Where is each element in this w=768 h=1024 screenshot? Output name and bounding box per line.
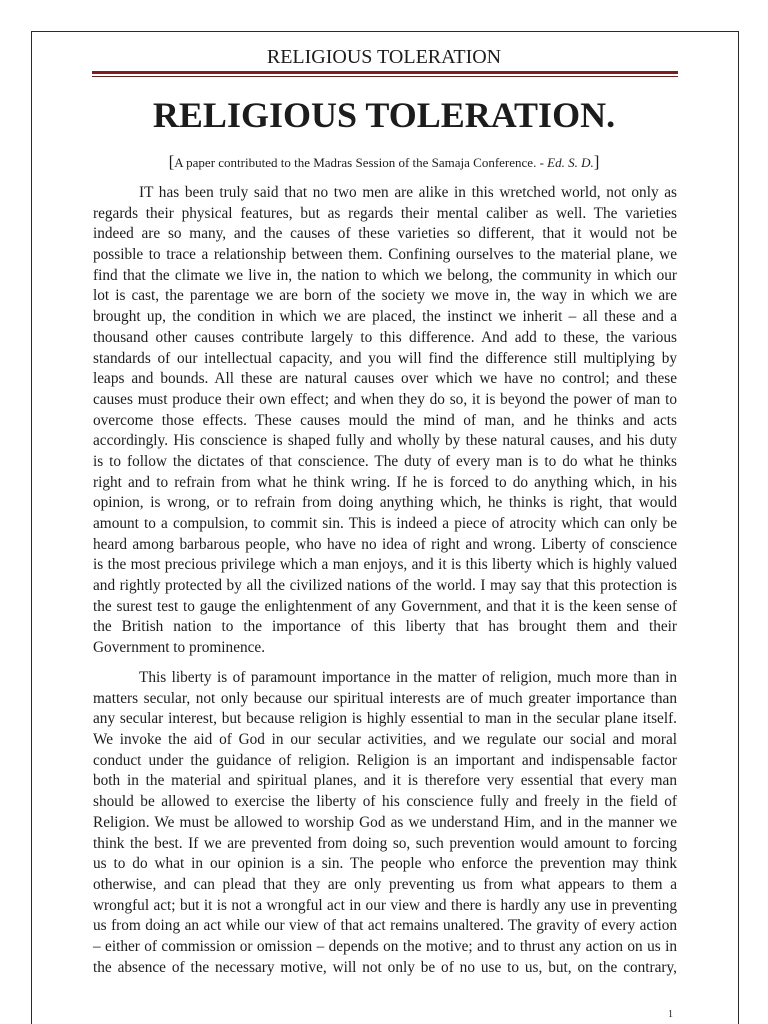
text-line: find that the climate we live in, the nation to which we belong, the community in which our [93, 266, 677, 284]
subtitle-close-bracket: ] [593, 152, 600, 171]
text-line: matters secular, not only because our spiritual interests are of much greater importance than [93, 689, 677, 707]
text-line: amount to a compulsion, to commit sin. This is indeed a piece of atrocity which can only be [93, 515, 677, 532]
text-line: lot is cast, the parentage we are born of the society we move in, the way in which we are [93, 287, 677, 305]
text-line: IT has been truly said that no two men are alike in this wretched world, not only as [139, 184, 677, 201]
text-line: opinion, is wrong, or to refrain from doing anything which, he thinks is right, that would [93, 494, 677, 512]
text-line: brought up, the condition in which we are placed, the instinct we inherit – all these and a [93, 308, 677, 326]
body-paragraph [93, 668, 677, 978]
text-line: Religion. We must be allowed to worship God as we understand Him, and in the manner we [93, 813, 677, 831]
text-line: possible to trace a relationship between them. Confining ourselves to the material plane, we [93, 246, 677, 264]
text-line: Government to prominence. [93, 639, 266, 657]
text-line: otherwise, and can plead that they are only preventing us from what appears to them a [93, 875, 677, 893]
text-line: should be allowed to exercise the liberty of his conscience fully and freely in the field of [93, 793, 677, 811]
text-line: causes must produce their own effect; and when they do so, it is beyond the power of man to [93, 390, 677, 408]
subtitle-text: A paper contributed to the Madras Session of the Samaja Conference. - [174, 155, 548, 170]
text-line: wrongful act; but it is not a wrongful act in our view and there is hardly any use in preventing [93, 896, 677, 914]
text-line: think the best. If we are prevented from doing so, such prevention would amount to forcing [93, 834, 677, 852]
running-header: RELIGIOUS TOLERATION [266, 46, 502, 68]
text-line: and rightly protected by all the civilized nations of the world. I may say that this protection is [93, 577, 677, 595]
text-line: heard among barbarous people, who have no idea of right and wrong. Liberty of conscience [93, 535, 677, 553]
text-line: both in the material and spiritual planes, and it is therefore very essential that every man [93, 772, 677, 790]
page-number: 1 [668, 1009, 673, 1020]
text-line: thousand other causes contribute largely to this difference. And add to these, the various [93, 328, 677, 346]
text-line: right and to refrain from what he think wring. If he is forced to do anything which, in his [93, 473, 677, 491]
text-line: – either of commission or omission – depends on the motive; and to thrust any action on us in [93, 937, 677, 955]
text-line: any secular interest, but because religion is highly essential to man in the secular plane itself. [93, 710, 677, 728]
text-line: is to follow the dictates of that conscience. The duty of every man is to do what he thinks [93, 452, 677, 470]
text-line: indeed are so many, and the causes of these varieties so different, that it would not be [93, 225, 677, 243]
subtitle-open-bracket: [ [168, 152, 175, 171]
text-line: the British nation to the importance of this liberty that has brought them and their [93, 618, 677, 636]
text-line: us to do what in our opinion is a sin. The people who enforce the prevention may think [93, 855, 677, 873]
text-line: accordingly. His conscience is shaped fully and wholly by these natural causes, and his duty [93, 432, 677, 450]
body-paragraph [93, 183, 677, 659]
text-line: us from doing an act while our view of that act remains unaltered. The gravity of every action [93, 917, 677, 935]
header-rule-thick [92, 71, 678, 74]
text-line: leaps and bounds. All these are natural causes over which we have no control; and these [93, 370, 677, 388]
text-line: conduct under the guidance of religion. Religion is an important and indispensable factor [93, 751, 677, 769]
text-line: the surest test to gauge the enlightenment of any Government, and that it is the keen sense of [93, 597, 677, 615]
text-line: We invoke the aid of God in our secular activities, and we regulate our social and moral [93, 731, 677, 749]
text-line: the absence of the necessary motive, will not only be of no use to us, but, on the contrary, [93, 958, 677, 976]
text-line: regards their physical features, but as regards their mental caliber as well. The varieties [93, 204, 677, 222]
article-title: RELIGIOUS TOLERATION. [152, 95, 616, 135]
text-line: is the most precious privilege which a man enjoys, and it is this liberty which is highly valued [93, 556, 677, 574]
text-line: standards of our intellectual capacity, and you will find the difference still multiplying by [93, 349, 677, 367]
text-line: This liberty is of paramount importance in the matter of religion, much more than in [139, 669, 677, 686]
text-line: overcome those effects. These causes mould the mind of man, and he thinks and acts [93, 411, 677, 429]
header-rule-thin [92, 76, 678, 77]
article-subtitle [0, 151, 768, 174]
subtitle-editor-credit: Ed. S. D. [547, 155, 594, 170]
